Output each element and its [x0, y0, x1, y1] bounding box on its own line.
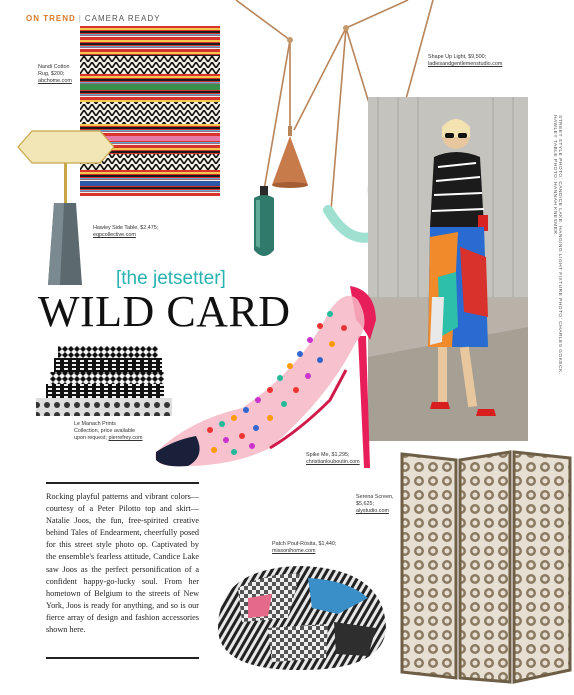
caption-url[interactable]: missonihome.com [272, 548, 316, 554]
caption-line: Rug, $200; [38, 71, 65, 77]
caption-prints [74, 421, 143, 442]
side-table [14, 125, 114, 290]
caption-line: Le Manach Prints [74, 421, 116, 427]
caption-url[interactable]: pierrefrey.com [108, 435, 143, 441]
photo-credit: STREET STYLE PHOTO: CANDICE LAKE. HANGING LIGHT FIXTURE PHOTO: CHARLES GOKECK. HAWLEY TABLE PHOTO: HANNAH KNESMER. [552, 115, 562, 375]
top-rule [46, 482, 199, 484]
pouf [208, 558, 393, 673]
header-separator: | [78, 14, 82, 23]
caption-url[interactable]: ladiesandgentlemenstudio.com [428, 61, 503, 67]
caption-light [428, 54, 502, 68]
caption-line: Collection, price available [74, 428, 136, 434]
caption-line: Hawley Side Table, $2,475; [93, 225, 159, 231]
caption-url[interactable]: alystudio.com [356, 508, 389, 514]
header-trend: ON TREND [26, 14, 76, 23]
caption-table [93, 225, 158, 239]
page-header [26, 14, 160, 23]
caption-shoe [306, 452, 360, 466]
caption-line: Nandi Cotton [38, 64, 70, 70]
caption-line-text: upon request; [74, 435, 107, 441]
caption-line: Serena Screen, [356, 494, 394, 500]
folding-screen [398, 446, 574, 686]
header-section: CAMERA READY [84, 14, 161, 23]
caption-url[interactable]: abchome.com [38, 78, 72, 84]
caption-pouf [272, 541, 336, 555]
caption-url[interactable]: christianlouboutin.com [306, 459, 360, 465]
stiletto-shoe [150, 280, 385, 475]
section-kicker: [the jetsetter] [116, 268, 226, 289]
caption-line: Patch Pouf-Rösita, $1,440; [272, 541, 337, 547]
caption-screen [356, 494, 393, 515]
caption-url[interactable]: eqpcollective.com [93, 232, 136, 238]
bottom-rule [46, 657, 199, 659]
page-title: WILD CARD [38, 287, 291, 336]
caption-line: $5,625; [356, 501, 374, 507]
body-copy: Rocking playful patterns and vibrant colors—courtesy of a Peter Pilotto top and skirt—Natalie Joos, the fun, free-spirited creative behind Tales of Endearment, cheerfully posed for this street style photo op. Captivated by the ensemble's fearless attitude, Candice Lake saw Joos as the perfect personification of a confident happy-go-lucky soul. From her hometown of Belgium to the streets of New York, Joos is ready for anything, and so is our fierce array of design and fashion accessories shown here. [46, 492, 199, 635]
street-style-photo [368, 97, 528, 441]
caption-line [74, 435, 143, 442]
caption-line: Spike Me, $1,295; [306, 452, 350, 458]
caption-line: Shape Up Light, $9,500; [428, 54, 487, 60]
caption-rug [38, 64, 72, 85]
